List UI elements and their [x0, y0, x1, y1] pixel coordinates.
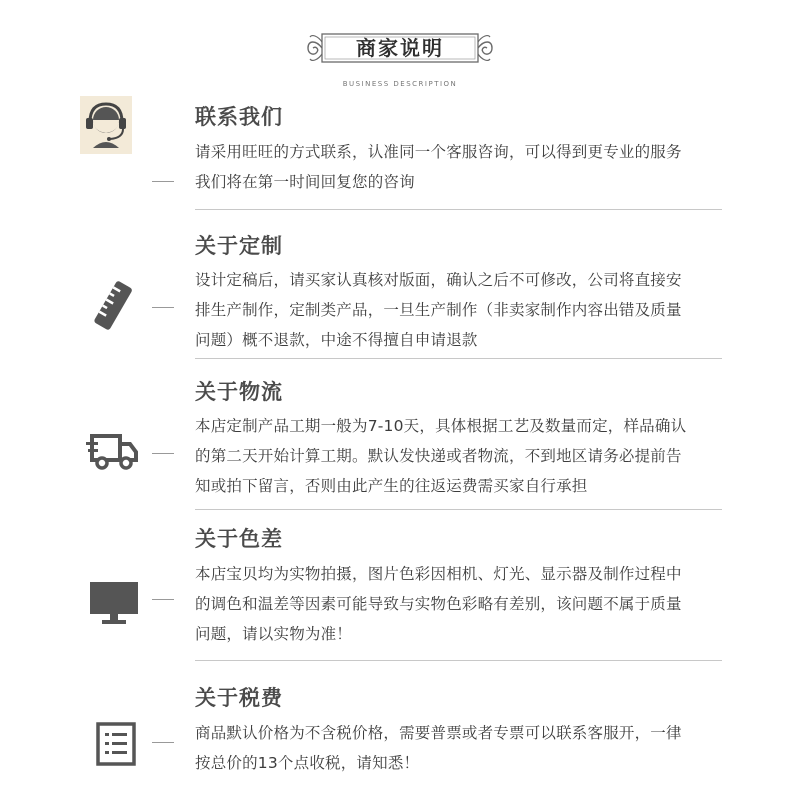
section-dash: [152, 181, 174, 182]
section-text-line: 知或拍下留言，否则由此产生的往返运费需买家自行承担: [195, 477, 588, 495]
section-divider: [195, 358, 722, 359]
section-text-line: 的调色和温差等因素可能导致与实物色彩略有差别，该问题不属于质量: [195, 595, 682, 613]
section-text-line: 设计定稿后，请买家认真核对版面，确认之后不可修改，公司将直接安: [195, 271, 682, 289]
section-text-line: 按总价的13个点收税，请知悉！: [195, 754, 420, 772]
document-list-icon: [96, 722, 136, 770]
section-text-line: 我们将在第一时间回复您的咨询: [195, 173, 415, 191]
section-divider: [195, 209, 722, 210]
delivery-truck-icon: [86, 430, 140, 476]
page-subtitle: BUSINESS DESCRIPTION: [342, 80, 458, 88]
section-text-line: 问题）概不退款，中途不得擅自申请退款: [195, 331, 478, 349]
monitor-icon: [90, 582, 138, 630]
section-dash: [152, 453, 174, 454]
headset-icon: [80, 96, 132, 158]
section-dash: [152, 599, 174, 600]
section-title: 关于色差: [195, 527, 283, 551]
section-text-line: 问题，请以实物为准！: [195, 625, 353, 643]
section-title: 关于税费: [195, 686, 283, 710]
section-title: 联系我们: [195, 105, 283, 129]
section-title: 关于定制: [195, 234, 283, 258]
section-divider: [195, 660, 722, 661]
page-header: [0, 28, 800, 88]
section-text-line: 本店定制产品工期一般为7-10天，具体根据工艺及数量而定，样品确认: [195, 417, 687, 435]
page-title: 商家说明: [356, 36, 444, 60]
section-title: 关于物流: [195, 380, 283, 404]
section-text-line: 商品默认价格为不含税价格，需要普票或者专票可以联系客服开，一律: [195, 724, 682, 742]
title-frame: [300, 28, 500, 68]
section-dash: [152, 742, 174, 743]
ruler-icon: [92, 280, 136, 336]
section-text-line: 排生产制作，定制类产品，一旦生产制作（非卖家制作内容出错及质量: [195, 301, 682, 319]
section-text-line: 请采用旺旺的方式联系，认准同一个客服咨询，可以得到更专业的服务: [195, 143, 682, 161]
section-text-line: 的第二天开始计算工期。默认发快递或者物流，不到地区请务必提前告: [195, 447, 682, 465]
section-dash: [152, 307, 174, 308]
section-divider: [195, 509, 722, 510]
section-text-line: 本店宝贝均为实物拍摄，图片色彩因相机、灯光、显示器及制作过程中: [195, 565, 682, 583]
